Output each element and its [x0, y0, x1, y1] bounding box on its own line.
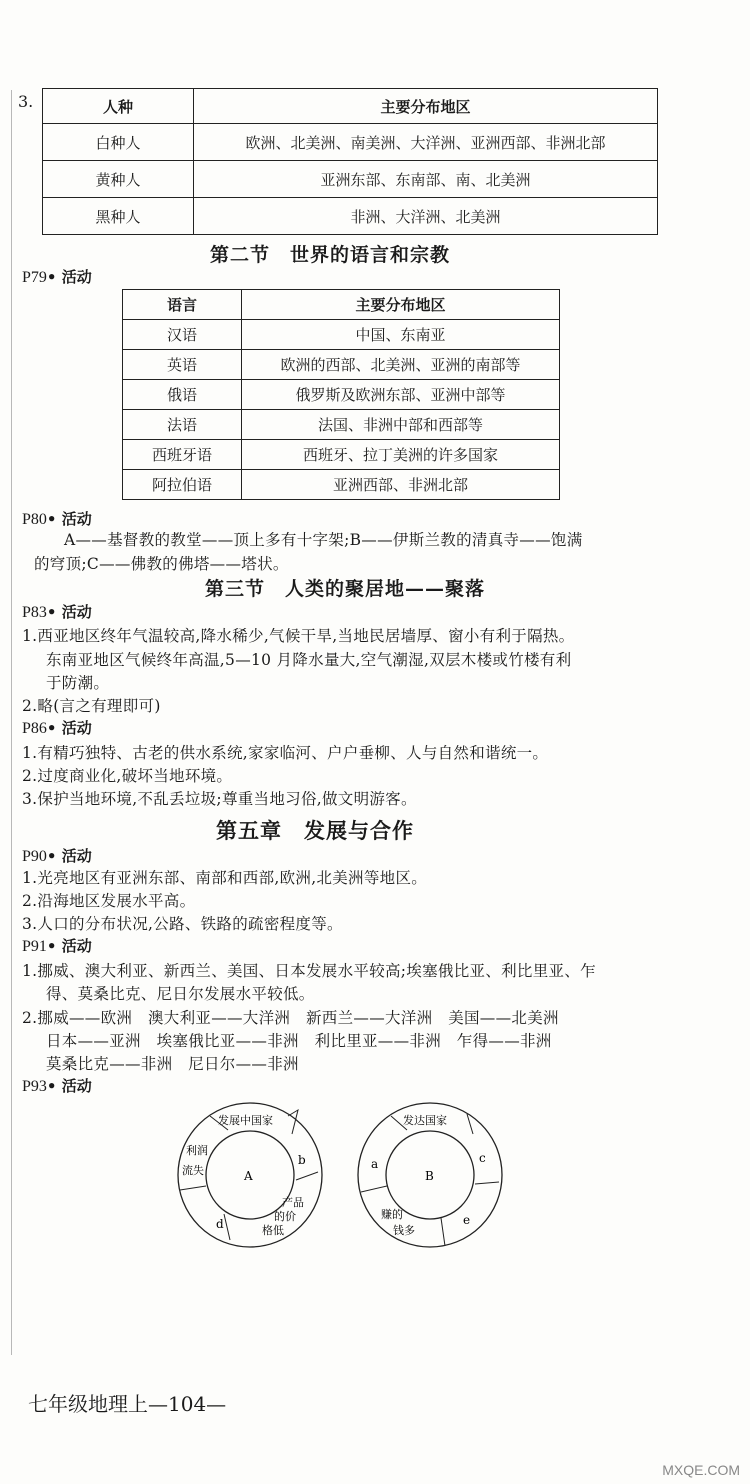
activity-label: • 活动 [46, 1077, 92, 1095]
label-d: d [216, 1217, 224, 1231]
answer-line: 1.挪威、澳大利亚、新西兰、美国、日本发展水平较高;埃塞俄比亚、利比里亚、乍 [22, 962, 596, 980]
arrow-divider [288, 1110, 298, 1134]
region-cell: 西班牙、拉丁美洲的许多国家 [242, 440, 560, 470]
label-a: a [371, 1157, 379, 1171]
table-row [43, 124, 658, 161]
region-cell: 欧洲的西部、北美洲、亚洲的南部等 [242, 350, 560, 380]
label-center: B [425, 1169, 434, 1183]
table-row [43, 161, 658, 198]
activity-heading [22, 508, 92, 529]
region-cell: 法国、非洲中部和西部等 [242, 410, 560, 440]
label-left-1: 利润 [186, 1144, 208, 1157]
page-ref: P91 [22, 938, 47, 955]
page-footer: 七年级地理上—104— [28, 1392, 227, 1416]
label-b: b [298, 1153, 306, 1167]
label-right-2: 的价 [274, 1210, 296, 1223]
label-center: A [244, 1169, 253, 1183]
language-cell: 汉语 [123, 320, 242, 350]
region-cell: 欧洲、北美洲、南美洲、大洋洲、亚洲西部、非洲北部 [194, 124, 658, 161]
table-row [123, 440, 560, 470]
language-cell: 俄语 [123, 380, 242, 410]
activity-label: • 活动 [46, 603, 92, 621]
race-cell: 黄种人 [43, 161, 194, 198]
label-right-1: 产品 [282, 1196, 304, 1209]
language-cell: 法语 [123, 410, 242, 440]
answer-line: 东南亚地区气候终年高温,5—10 月降水量大,空气潮湿,双层木楼或竹楼有利 [46, 651, 572, 669]
answer-line: 2.沿海地区发展水平高。 [22, 892, 196, 910]
table-row [43, 198, 658, 235]
answer-line: 3.保护当地环境,不乱丢垃圾;尊重当地习俗,做文明游客。 [22, 790, 417, 808]
left-margin-rule [11, 90, 12, 1355]
table-row [123, 410, 560, 440]
answer-line: 于防潮。 [46, 674, 110, 692]
page-ref: P80 [22, 511, 47, 528]
label-bottom-1: 赚的 [381, 1208, 403, 1221]
region-cell: 亚洲西部、非洲北部 [242, 470, 560, 500]
activity-label: • 活动 [46, 937, 92, 955]
answer-line: 莫桑比克——非洲 尼日尔——非洲 [46, 1055, 299, 1073]
page-ref: P86 [22, 720, 47, 737]
section-title: 第三节 人类的聚居地——聚落 [205, 578, 486, 600]
page-ref: P90 [22, 848, 47, 865]
table-row [123, 350, 560, 380]
header-cell: 主要分布地区 [242, 290, 560, 320]
activity-label: • 活动 [46, 719, 92, 737]
arrow-divider [180, 1186, 206, 1190]
answer-line: A——基督教的教堂——顶上多有十字架;B——伊斯兰教的清真寺——饱满 [64, 531, 583, 549]
cycle-diagram-a [170, 1100, 340, 1250]
arrow-divider [441, 1218, 445, 1246]
arrow-divider [361, 1186, 387, 1192]
race-cell: 黑种人 [43, 198, 194, 235]
chapter-title: 第五章 发展与合作 [216, 818, 414, 843]
activity-label: • 活动 [46, 268, 92, 286]
table-row [123, 320, 560, 350]
answer-line: 2.过度商业化,破坏当地环境。 [22, 767, 233, 785]
table-header-row [123, 290, 560, 320]
arrow-divider [296, 1172, 318, 1180]
answer-line: 2.挪威——欧洲 澳大利亚——大洋洲 新西兰——大洋洲 美国——北美洲 [22, 1009, 559, 1027]
page-ref: P83 [22, 604, 47, 621]
region-cell: 俄罗斯及欧洲东部、亚洲中部等 [242, 380, 560, 410]
activity-heading [22, 266, 92, 287]
label-top: 发展中国家 [218, 1114, 273, 1127]
header-cell: 主要分布地区 [194, 89, 658, 124]
page-ref: P93 [22, 1078, 47, 1095]
activity-heading [22, 845, 92, 866]
arrow-divider [224, 1214, 230, 1240]
answer-line: 1.西亚地区终年气温较高,降水稀少,气候干旱,当地民居墙厚、窗小有利于隔热。 [22, 627, 575, 645]
answer-line: 2.略(言之有理即可) [22, 697, 161, 715]
table-header-row [43, 89, 658, 124]
label-bottom-2: 钱多 [393, 1224, 415, 1237]
item-number: 3. [18, 92, 34, 111]
activity-heading [22, 1075, 92, 1096]
watermark: MXQE.COM [662, 1462, 740, 1478]
arrow-divider [475, 1182, 499, 1184]
activity-label: • 活动 [46, 847, 92, 865]
label-right-3: 格低 [262, 1224, 284, 1237]
table-row [123, 380, 560, 410]
answer-line: 的穹顶;C——佛教的佛塔——塔状。 [34, 555, 289, 573]
cycle-diagram-b [355, 1100, 515, 1250]
language-cell: 阿拉伯语 [123, 470, 242, 500]
label-left-2: 流失 [182, 1164, 204, 1177]
page-ref: P79 [22, 269, 47, 286]
activity-heading [22, 935, 92, 956]
section-title: 第二节 世界的语言和宗教 [210, 244, 451, 266]
answer-line: 3.人口的分布状况,公路、铁路的疏密程度等。 [22, 915, 343, 933]
answer-line: 1.有精巧独特、古老的供水系统,家家临河、户户垂柳、人与自然和谐统一。 [22, 744, 549, 762]
answer-line: 得、莫桑比克、尼日尔发展水平较低。 [46, 985, 315, 1003]
language-cell: 西班牙语 [123, 440, 242, 470]
label-top: 发达国家 [403, 1114, 447, 1127]
header-cell: 语言 [123, 290, 242, 320]
activity-heading [22, 601, 92, 622]
region-cell: 亚洲东部、东南部、南、北美洲 [194, 161, 658, 198]
answer-line: 日本——亚洲 埃塞俄比亚——非洲 利比里亚——非洲 乍得——非洲 [46, 1032, 552, 1050]
activity-heading [22, 717, 92, 738]
table-row [123, 470, 560, 500]
label-c: c [479, 1151, 486, 1165]
label-e: e [463, 1213, 471, 1227]
activity-label: • 活动 [46, 510, 92, 528]
language-cell: 英语 [123, 350, 242, 380]
answer-line: 1.光亮地区有亚洲东部、南部和西部,欧洲,北美洲等地区。 [22, 869, 428, 887]
race-table [42, 88, 658, 235]
region-cell: 中国、东南亚 [242, 320, 560, 350]
region-cell: 非洲、大洋洲、北美洲 [194, 198, 658, 235]
language-table [122, 289, 560, 500]
header-cell: 人种 [43, 89, 194, 124]
race-cell: 白种人 [43, 124, 194, 161]
